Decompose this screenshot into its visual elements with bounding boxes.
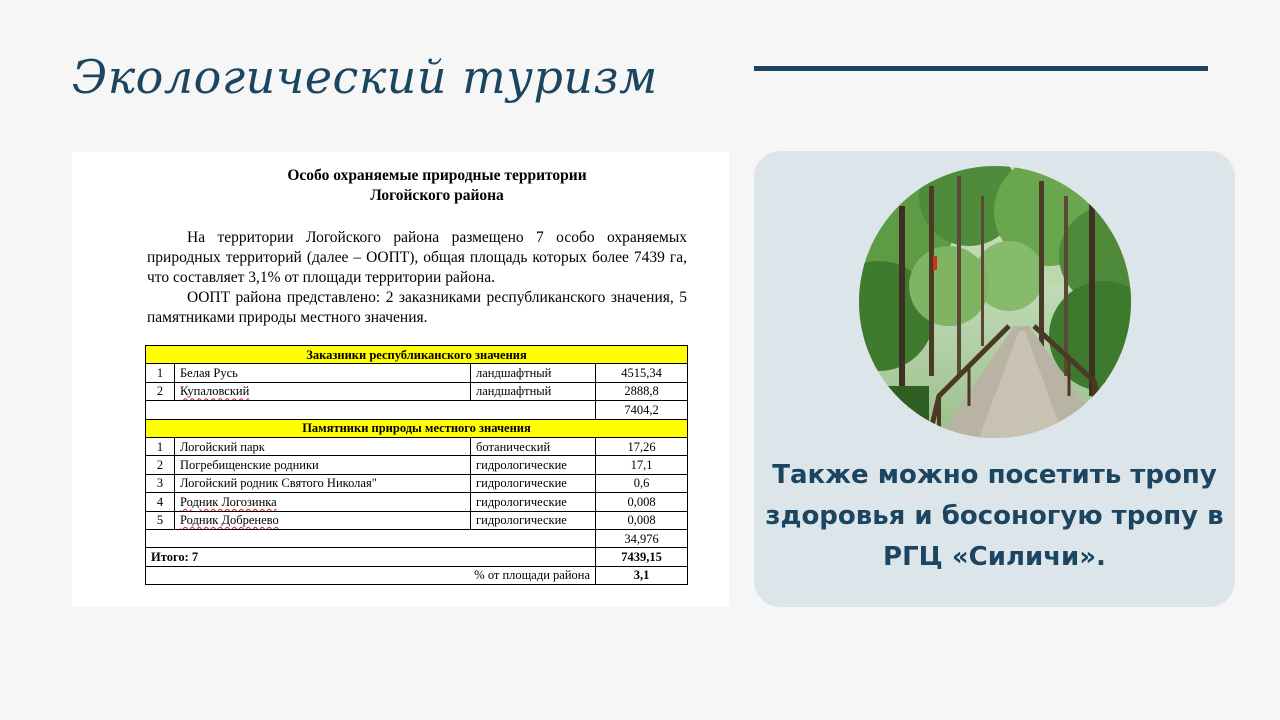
row-number: 5 bbox=[146, 511, 175, 529]
section-header-monuments: Памятники природы местного значения bbox=[146, 419, 688, 437]
table-row bbox=[146, 382, 688, 400]
row-area: 0,008 bbox=[596, 493, 688, 511]
row-area: 17,26 bbox=[596, 437, 688, 455]
row-area: 4515,34 bbox=[596, 364, 688, 382]
row-number: 3 bbox=[146, 474, 175, 492]
row-number: 1 bbox=[146, 364, 175, 382]
row-type: ботанический bbox=[471, 437, 596, 455]
row-name: Погребищенские родники bbox=[175, 456, 471, 474]
row-name-text: Родник Добренево bbox=[180, 513, 279, 528]
row-area: 0,6 bbox=[596, 474, 688, 492]
percent-row bbox=[146, 566, 688, 584]
protected-areas-table bbox=[145, 345, 688, 585]
total-label: Итого: 7 bbox=[146, 548, 596, 566]
info-card bbox=[754, 151, 1235, 607]
row-name-text: Купаловский bbox=[180, 384, 250, 399]
total-value: 7439,15 bbox=[596, 548, 688, 566]
row-type: гидрологические bbox=[471, 474, 596, 492]
total-row bbox=[146, 548, 688, 566]
row-type: гидрологические bbox=[471, 456, 596, 474]
table-section-row bbox=[146, 346, 688, 364]
table-row bbox=[146, 456, 688, 474]
document-image bbox=[72, 152, 729, 607]
row-name: Логойский родник Святого Николая" bbox=[175, 474, 471, 492]
row-name: Белая Русь bbox=[175, 364, 471, 382]
table-row bbox=[146, 364, 688, 382]
row-number: 4 bbox=[146, 493, 175, 511]
section-header-reserves: Заказники республиканского значения bbox=[146, 346, 688, 364]
row-name bbox=[175, 511, 471, 529]
subtotal-blank bbox=[146, 401, 596, 419]
monuments-subtotal: 34,976 bbox=[596, 529, 688, 547]
row-area: 2888,8 bbox=[596, 382, 688, 400]
row-name: Логойский парк bbox=[175, 437, 471, 455]
document-heading bbox=[72, 166, 802, 206]
title-rule bbox=[754, 66, 1208, 71]
table-section-row bbox=[146, 419, 688, 437]
subtotal-row bbox=[146, 529, 688, 547]
row-type: ландшафтный bbox=[471, 382, 596, 400]
slide-title: Экологический туризм bbox=[72, 50, 658, 104]
subtotal-row bbox=[146, 401, 688, 419]
row-type: ландшафтный bbox=[471, 364, 596, 382]
document-paragraph-2: ООПТ района представлено: 2 заказниками республиканского значения, 5 памятниками природы местного значения. bbox=[147, 289, 687, 326]
table-row bbox=[146, 493, 688, 511]
row-type: гидрологические bbox=[471, 511, 596, 529]
row-number: 2 bbox=[146, 382, 175, 400]
row-area: 0,008 bbox=[596, 511, 688, 529]
row-area: 17,1 bbox=[596, 456, 688, 474]
forest-boardwalk-photo-icon bbox=[859, 166, 1131, 438]
card-caption: Также можно посетить тропу здоровья и босоногую тропу в РГЦ «Силичи». bbox=[765, 460, 1224, 572]
percent-value: 3,1 bbox=[596, 566, 688, 584]
table-row bbox=[146, 437, 688, 455]
row-name bbox=[175, 493, 471, 511]
document-heading-line1: Особо охраняемые природные территории bbox=[287, 167, 587, 184]
row-number: 1 bbox=[146, 437, 175, 455]
table-row bbox=[146, 474, 688, 492]
row-number: 2 bbox=[146, 456, 175, 474]
reserves-subtotal: 7404,2 bbox=[596, 401, 688, 419]
row-name bbox=[175, 382, 471, 400]
table-row bbox=[146, 511, 688, 529]
row-name-text: Родник Логозинка bbox=[180, 494, 277, 509]
document-heading-line2: Логойского района bbox=[370, 187, 504, 204]
document-paragraph-1: На территории Логойского района размещено 7 особо охраняемых природных территорий (далее – ООПТ), общая площадь которых более 7439 га, что составляет 3,1% от площади территории района. bbox=[147, 229, 687, 286]
subtotal-blank bbox=[146, 529, 596, 547]
percent-label: % от площади района bbox=[146, 566, 596, 584]
row-type: гидрологические bbox=[471, 493, 596, 511]
